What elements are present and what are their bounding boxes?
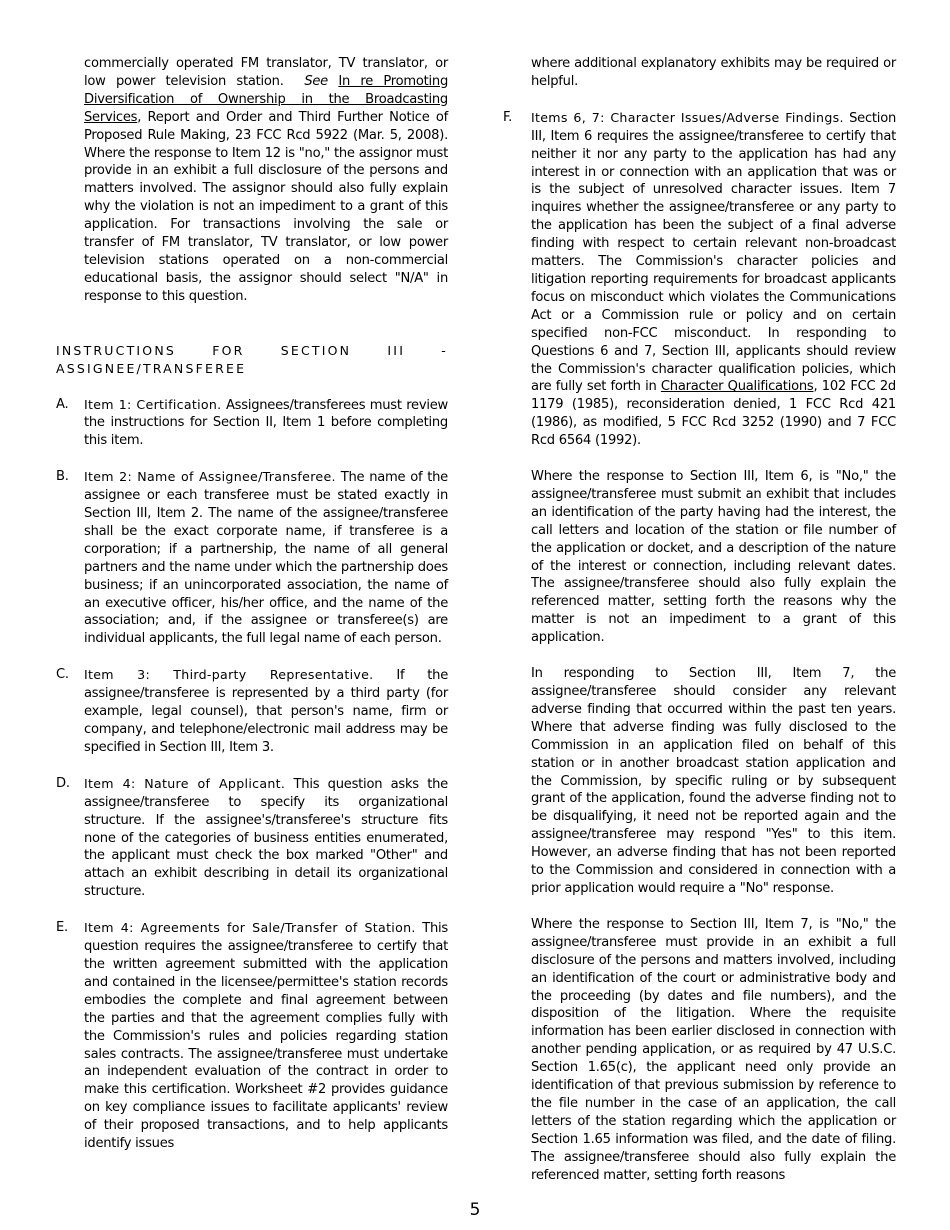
item-c xyxy=(56,666,448,757)
right-column xyxy=(503,55,896,1184)
item-text-cont: , 102 FCC 2d 1179 (1985), reconsideration denied, 1 FCC Rcd 421 (1986), as modified, 5 FCC Rcd 3252 (1990) and 7 FCC Rcd 6564 (1992). xyxy=(531,379,896,449)
item-e xyxy=(56,919,448,1153)
item-label: Item 4: Agreements for Sale/Transfer of Station. xyxy=(84,920,416,936)
left-column xyxy=(56,55,448,1153)
item-a xyxy=(56,396,448,451)
item-text: Assignees/transferees must review the instructions for Section II, Item 1 before completing this item. xyxy=(84,397,448,449)
item-letter: B. xyxy=(56,469,69,485)
continued-paragraph-right: where additional explanatory exhibits may be required or helpful. xyxy=(531,56,896,89)
paragraph-item6-no: Where the response to Section III, Item 6, is "No," the assignee/transferee must submit an exhibit that includes an identification of the party having had the interest, the call letters and location of the station or file number of the application or docket, and a description of the nature of the interest or connection, including relevant dates. The assignee/transferee should also fully explain the referenced matter, setting forth the reasons why the matter is not an impediment to a grant of this application. xyxy=(531,469,896,646)
item-text: If the assignee/transferee is represented by a third party (for example, legal counsel), that person's name, firm or company, and telephone/electronic mail address may be specified in Section III, Item 3. xyxy=(84,668,448,755)
cont-text-1: commercially operated FM translator, TV translator, or low power television station. xyxy=(84,56,448,89)
character-qualifications-citation: Character Qualifications xyxy=(660,379,814,395)
section-heading-line2: ASSIGNEE/TRANSFEREE xyxy=(56,360,247,376)
see-signal: See xyxy=(304,73,328,89)
paragraph-item7-no: Where the response to Section III, Item 7, is "No," the assignee/transferee must provide in an exhibit a full disclosure of the persons and matters involved, including an identification of the court or administrative body and the proceeding (by dates and file numbers), and the disposition of the litigation. Where the requisite information has been earlier disclosed in connection with another pending application, or as required by 47 U.S.C. Section 1.65(c), the applicant need only provide an identification of that previous submission by reference to the file number in the case of an application, the call letters of the station regarding which the application or Section 1.65 information was filed, and the date of filing. The assignee/transferee should also fully explain the referenced matter, setting forth reasons xyxy=(531,916,896,1183)
item-letter: E. xyxy=(56,920,68,936)
item-letter: D. xyxy=(56,775,70,791)
section-heading-line1: INSTRUCTIONS FOR SECTION III - xyxy=(56,342,448,358)
paragraph-item7-responding: In responding to Section III, Item 7, the assignee/transferee should consider any relevant adverse finding that occurred within the past ten years. Where that adverse finding was fully disclosed to the Commission in an application filed on behalf of this station or in another broadcast station application and the Commission, by specific ruling or by subsequent grant of the application, found the adverse finding not to be disqualifying, it need not be reported again and the assignee/transferee may respond "Yes" to this item. However, an adverse finding that has not been reported to the Commission and considered in connection with a prior application would require a "No" response. xyxy=(531,666,896,896)
continued-paragraph xyxy=(56,55,448,306)
item-text: This question requires the assignee/transferee to certify that the written agreement submitted with the application and contained in the licensee/permittee's station records embodies the complete and final agreement between the parties and that the agreement complies fully with the Commission's rules and policies regarding station sales contracts. The assignee/transferee must undertake an independent evaluation of the contract in order to make this certification. Worksheet #2 provides guidance on key compliance issues to facilitate applicants' review of their proposed transactions, and to help applicants identify issues xyxy=(84,921,449,1152)
item-letter: A. xyxy=(56,396,69,412)
item-f xyxy=(503,109,896,450)
item-text: The name of the assignee or each transferee must be stated exactly in Section III, Item 2. The name of the assignee/transferee shall be the exact corporate name, if transferee is a corporation; if a partnership, the name of all general partners and the name under which the partnership does business; if an unincorporated association, the name of an executive officer, his/her office, and the name of the association; and, if the assignee or transferee(s) are individual applicants, the full legal name of each person. xyxy=(84,470,448,647)
item-letter: F. xyxy=(503,109,513,125)
page-number: 5 xyxy=(469,1200,481,1220)
case-citation: In re Promoting Diversification of Ownership in the Broadcasting Services xyxy=(84,73,449,125)
item-label: Item 1: Certification. xyxy=(84,396,222,412)
item-label: Item 4: Nature of Applicant. xyxy=(84,775,286,791)
section-heading xyxy=(56,342,448,378)
cont-text-2: , Report and Order and Third Further Notice of Proposed Rule Making, 23 FCC Rcd 5922 (Mar. 5, 2008). Where the response to Item 12 is "no," the assignor must provide in an exhibit a full disclosure of the persons and matters involved. The assignor should also fully explain why the violation is not an impediment to a grant of this application. For transactions involving the sale or transfer of FM translator, TV translator, or low power television stations operated on a non-commercial educational basis, the assignor should select "N/A" in response to this question. xyxy=(84,109,448,304)
item-d xyxy=(56,775,448,901)
item-letter: C. xyxy=(56,667,69,683)
item-text: Section III, Item 6 requires the assignee/transferee to certify that neither it nor any party to the application has had any interest in or connection with an application that was or is the subject of unresolved character issues. Item 7 inquires whether the assignee/transferee or any party to the application has been the subject of a final adverse finding with respect to certain relevant non-broadcast matters. The Commission's character policies and litigation reporting requirements for broadcast applicants focus on misconduct which violates the Communications Act or a Commission rule or policy and on certain specified non-FCC misconduct. In responding to Questions 6 and 7, Section III, applicants should review the Commission's character qualification policies, which are fully set forth in xyxy=(531,110,897,395)
item-label: Item 3: Third-party Representative. xyxy=(84,667,374,683)
item-label: Items 6, 7: Character Issues/Adverse Findings. xyxy=(531,109,844,125)
item-b xyxy=(56,468,448,648)
item-text: This question asks the assignee/transferee to specify its organizational structure. If the assignee's/transferee's structure fits none of the categories of business entities enumerated, the applicant must check the box marked "Other" and attach an exhibit describing in detail its organizational structure. xyxy=(84,776,448,900)
item-label: Item 2: Name of Assignee/Transferee. xyxy=(84,469,336,485)
